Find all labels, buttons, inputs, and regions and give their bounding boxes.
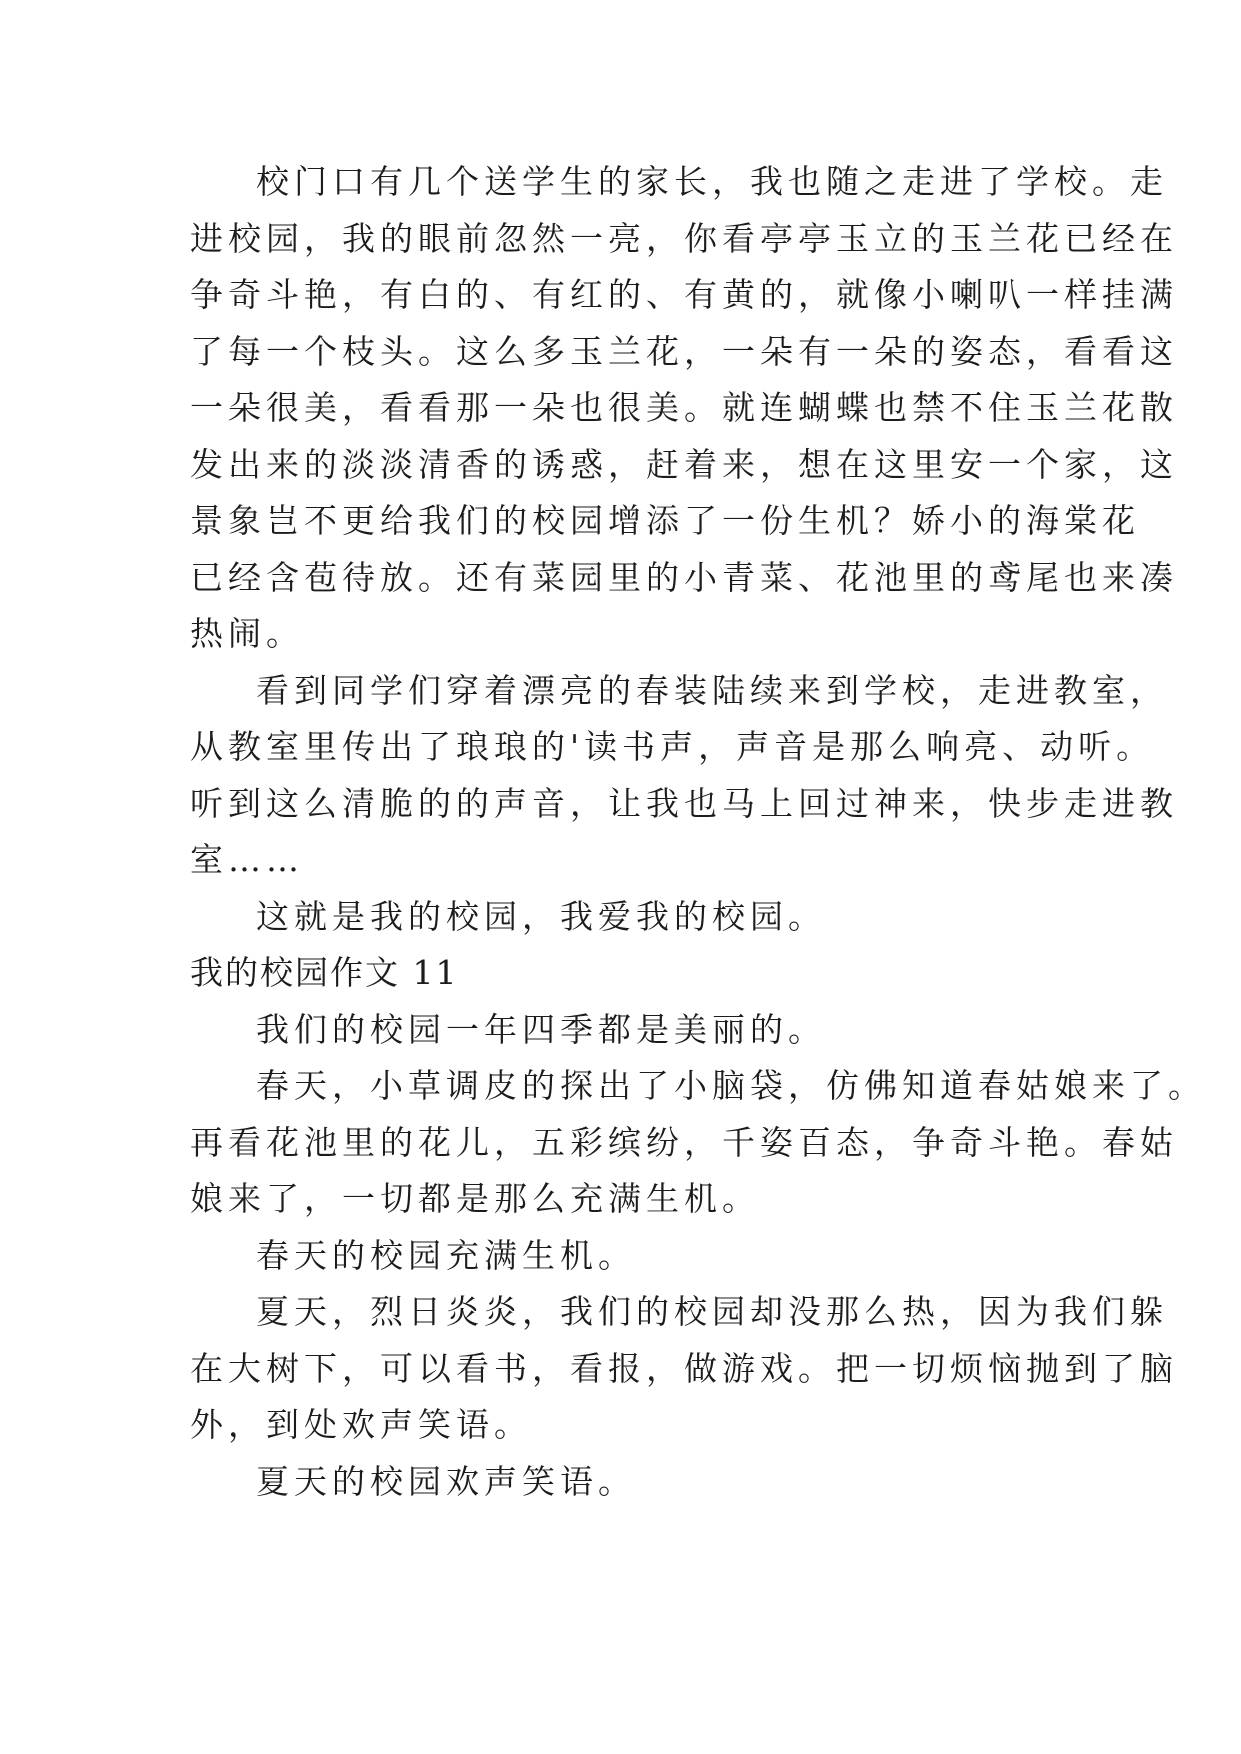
- essay-heading: [190, 945, 1070, 1002]
- text-line: 春天，小草调皮的探出了小脑袋，仿佛知道春姑娘来了。: [256, 1066, 1206, 1105]
- text-line: 热闹。: [190, 614, 304, 653]
- text-line: 进校园，我的眼前忽然一亮，你看亭亭玉立的玉兰花已经在: [190, 218, 1178, 258]
- text-line: 发出来的淡淡清香的诱惑，赶着来，想在这里安一个家，这: [190, 444, 1178, 484]
- text-line: 一朵很美，看看那一朵也很美。就连蝴蝶也禁不住玉兰花散: [190, 388, 1178, 427]
- text-line: 在大树下，可以看书，看报，做游戏。把一切烦恼抛到了脑: [190, 1348, 1178, 1388]
- text-line: 春天的校园充满生机。: [256, 1235, 636, 1275]
- paragraph-spring-summary: [190, 1228, 1070, 1285]
- text-line: 了每一个枝头。这么多玉兰花，一朵有一朵的姿态，看看这: [190, 331, 1178, 371]
- text-line: 我们的校园一年四季都是美丽的。: [256, 1009, 826, 1049]
- text-line: 已经含苞待放。还有菜园里的小青菜、花池里的鸢尾也来凑: [190, 557, 1178, 597]
- document-body: [190, 154, 1206, 1510]
- heading-text: 我的校园作文 11: [190, 953, 459, 992]
- paragraph-four-seasons: [190, 1002, 1070, 1059]
- paragraph-campus-magnolia: [190, 154, 1178, 663]
- text-line: 室……: [190, 840, 304, 879]
- paragraph-summer: [190, 1284, 1178, 1454]
- paragraph-spring: [190, 1058, 1206, 1228]
- text-line: 外，到处欢声笑语。: [190, 1405, 532, 1444]
- text-line: 娘来了，一切都是那么充满生机。: [190, 1179, 760, 1218]
- text-line: 这就是我的校园，我爱我的校园。: [256, 896, 826, 936]
- text-line: 校门口有几个送学生的家长，我也随之走进了学校。走: [256, 162, 1168, 201]
- text-line: 夏天，烈日炎炎，我们的校园却没那么热，因为我们躲: [256, 1292, 1168, 1331]
- text-line: 夏天的校园欢声笑语。: [256, 1461, 636, 1501]
- text-line: 争奇斗艳，有白的、有红的、有黄的，就像小喇叭一样挂满: [190, 275, 1178, 314]
- paragraph-summer-summary: [190, 1454, 1070, 1511]
- text-line: 从教室里传出了琅琅的'读书声，声音是那么响亮、动听。: [190, 727, 1155, 766]
- text-line: 听到这么清脆的的声音，让我也马上回过神来，快步走进教: [190, 783, 1178, 823]
- paragraph-classroom: [190, 663, 1178, 889]
- text-line: 再看花池里的花儿，五彩缤纷，千姿百态，争奇斗艳。春姑: [190, 1122, 1178, 1162]
- text-line: 景象岂不更给我们的校园增添了一份生机？娇小的海棠花: [190, 501, 1140, 540]
- paragraph-love-campus: [190, 889, 1070, 946]
- text-line: 看到同学们穿着漂亮的春装陆续来到学校，走进教室，: [256, 670, 1168, 710]
